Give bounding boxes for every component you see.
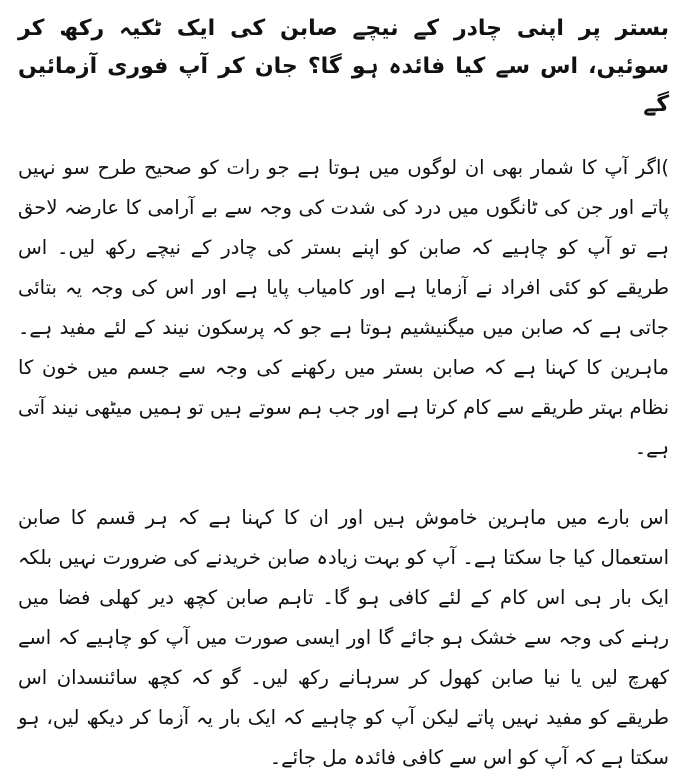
article-headline: بستر پر اپنی چادر کے نیچے صابن کی ایک ٹکیہ رکھ کر سوئیں، اس سے کیا فائدہ ہو گا؟ جان کر آپ فوری آزمائیں گے	[18, 16, 669, 117]
article-paragraph-1: )اگر آپ کا شمار بھی ان لوگوں میں ہوتا ہے جو رات کو صحیح طرح سو نہیں پاتے اور جن کی ٹانگوں میں درد کی شدت کی وجہ سے بے آرامی کا عارضہ لاحق ہے تو آپ کو چاہیے کہ صابن کو اپنے بستر کی چادر کے نیچے رکھ لیں۔ اس طریقے کو کئی افراد نے آزمایا ہے اور کامیاب پایا ہے اور اس کی وجہ یہ بتائی جاتی ہے کہ صابن میں میگنیشیم ہوتا ہے جو کہ پرسکون نیند کے لئے مفید ہے۔ ماہرین کا کہنا ہے کہ صابن بستر میں رکھنے کی وجہ سے جسم میں خون کا نظام بہتر طریقے سے کام کرتا ہے اور جب ہم سوتے ہیں تو ہمیں میٹھی نیند آتی ہے۔	[18, 156, 669, 459]
article-paragraph-2: اس بارے میں ماہرین خاموش ہیں اور ان کا کہنا ہے کہ ہر قسم کا صابن استعمال کیا جا سکتا ہے۔ آپ کو بہت زیادہ صابن خریدنے کی ضرورت نہیں بلکہ ایک بار ہی اس کام کے لئے کافی ہو گا۔ تاہم صابن کچھ دیر کھلی فضا میں رہنے کی وجہ سے خشک ہو جائے گا اور ایسی صورت میں آپ کو چاہیے کہ اسے کھرچ لیں یا نیا صابن کھول کر سرہانے رکھ لیں۔ گو کہ کچھ سائنسدان اس طریقے کو مفید نہیں پاتے لیکن آپ کو چاہیے کہ ایک بار یہ آزما کر دیکھ لیں، ہو سکتا ہے کہ آپ کو اس سے کافی فائدہ مل جائے۔	[18, 506, 669, 769]
